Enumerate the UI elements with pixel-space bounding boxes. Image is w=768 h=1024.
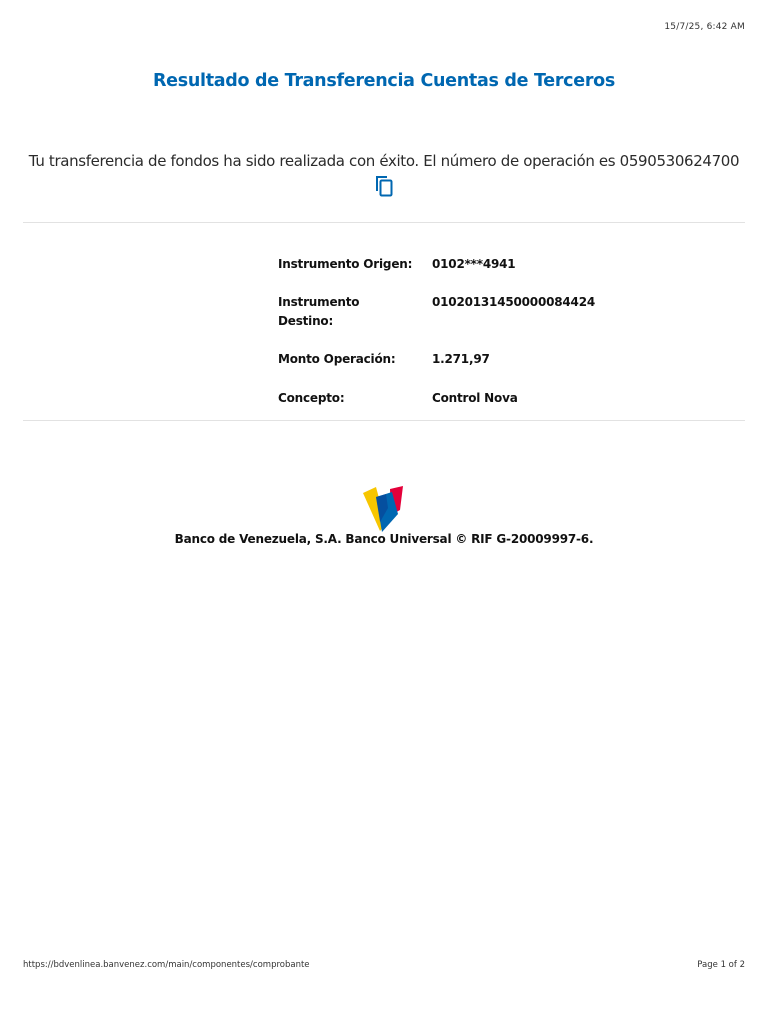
destino-value: 01020131450000084424 xyxy=(432,295,595,309)
origen-label: Instrumento Origen: xyxy=(278,257,413,271)
bank-footer-text: Banco de Venezuela, S.A. Banco Universal © RIF G-20009997-6. xyxy=(174,532,594,546)
monto-value: 1.271,97 xyxy=(432,352,490,366)
print-url: https://bdvenlinea.banvenez.com/main/componentes/comprobante xyxy=(23,960,310,970)
bdv-logo-icon xyxy=(362,484,406,534)
origen-value: 0102***4941 xyxy=(432,257,516,271)
concepto-value: Control Nova xyxy=(432,391,518,405)
detail-row-destino xyxy=(278,293,638,350)
print-datetime: 15/7/25, 6:42 AM xyxy=(664,22,745,32)
destino-label xyxy=(278,293,432,331)
success-message: Tu transferencia de fondos ha sido realizada con éxito. El número de operación es 0590530624700 xyxy=(28,152,740,170)
copy-icon[interactable] xyxy=(373,174,395,198)
transfer-details xyxy=(278,255,638,408)
divider-top xyxy=(23,222,745,223)
detail-row-monto xyxy=(278,350,638,389)
detail-row-origen xyxy=(278,255,638,293)
page-title: Resultado de Transferencia Cuentas de Terceros xyxy=(153,71,615,91)
destino-label-line1: Instrumento xyxy=(278,295,360,309)
detail-row-concepto xyxy=(278,389,638,408)
print-page-number: Page 1 of 2 xyxy=(697,960,745,970)
divider-bottom xyxy=(23,420,745,421)
monto-label: Monto Operación: xyxy=(278,352,396,366)
concepto-label: Concepto: xyxy=(278,391,345,405)
destino-label-line2: Destino: xyxy=(278,314,334,328)
